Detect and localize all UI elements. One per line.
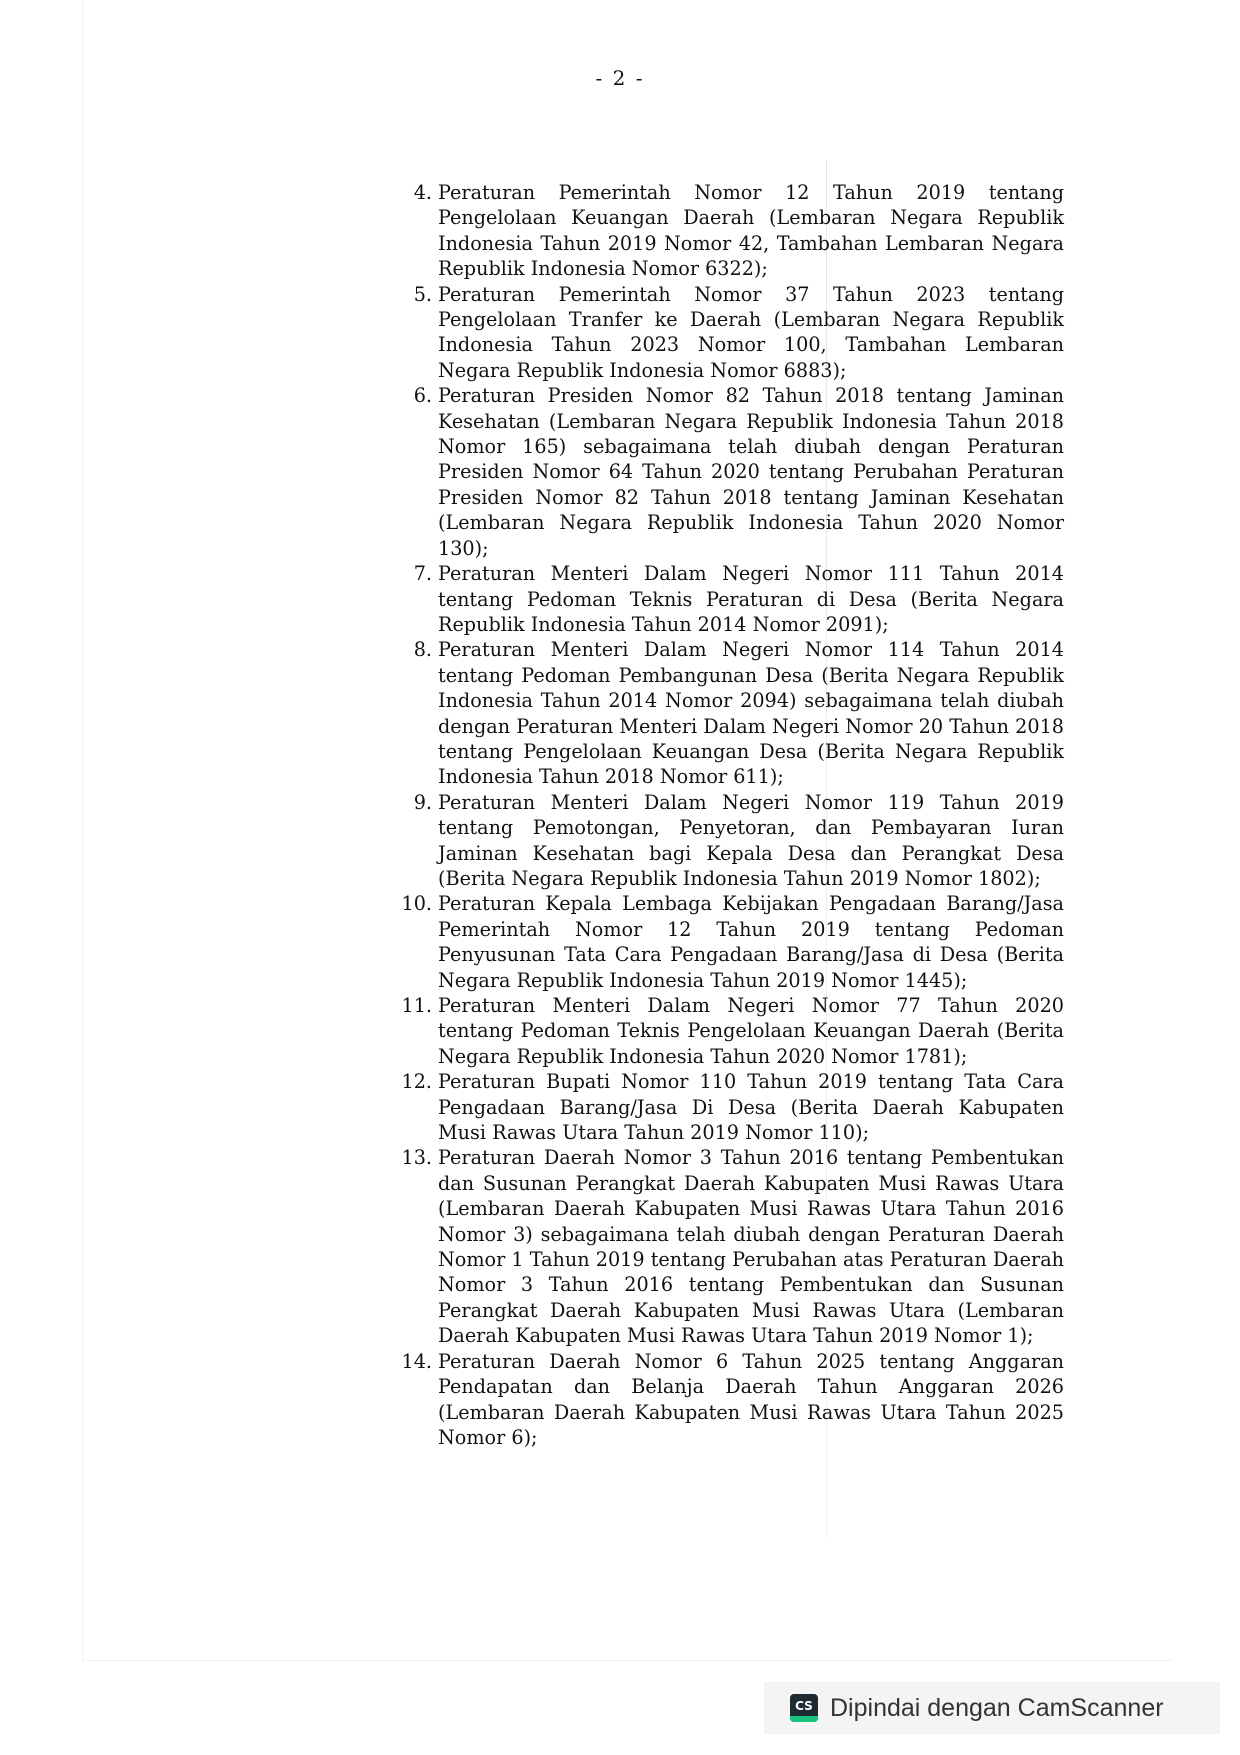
regulation-item: [398, 1069, 1064, 1145]
regulation-text: Peraturan Menteri Dalam Negeri Nomor 111 Tahun 2014 tentang Pedoman Teknis Peraturan di Desa (Berita Negara Republik Indonesia Tahun 2014 Nomor 2091);: [438, 562, 1064, 636]
camscanner-label: Dipindai dengan CamScanner: [830, 1693, 1164, 1722]
regulation-number: 12.: [401, 1070, 432, 1094]
regulation-text: Peraturan Menteri Dalam Negeri Nomor 119 Tahun 2019 tentang Pemotongan, Penyetoran, dan Pembayaran Iuran Jaminan Kesehatan bagi Kepala Desa dan Perangkat Desa (Berita Negara Republik Indonesia Tahun 2019 Nomor 1802);: [438, 790, 1064, 890]
regulation-item: [398, 1145, 1064, 1348]
regulation-item: [398, 561, 1064, 637]
regulation-text: Peraturan Kepala Lembaga Kebijakan Pengadaan Barang/Jasa Pemerintah Nomor 12 Tahun 2019 tentang Pedoman Penyusunan Tata Cara Pengadaan Barang/Jasa di Desa (Berita Negara Republik Indonesia Tahun 2019 Nomor 1445);: [438, 892, 1064, 992]
regulation-number: 11.: [401, 994, 432, 1017]
regulation-number: 14.: [401, 1349, 432, 1373]
regulation-text: Peraturan Pemerintah Nomor 12 Tahun 2019 tentang Pengelolaan Keuangan Daerah (Lembaran Negara Republik Indonesia Tahun 2019 Nomor 42, Tambahan Lembaran Negara Republik Indonesia Nomor 6322);: [438, 181, 1064, 281]
regulation-item: [398, 790, 1064, 892]
regulation-item: [398, 282, 1064, 384]
regulation-text: Peraturan Daerah Nomor 6 Tahun 2025 tentang Anggaran Pendapatan dan Belanja Daerah Tahun Anggaran 2026 (Lembaran Daerah Kabupaten Musi Rawas Utara Tahun 2025 Nomor 6);: [438, 1349, 1064, 1449]
regulation-text: Peraturan Menteri Dalam Negeri Nomor 114 Tahun 2014 tentang Pedoman Pembangunan Desa (Berita Negara Republik Indonesia Tahun 2014 Nomor 2094) sebagaimana telah diubah dengan Peraturan Menteri Dalam Negeri Nomor 20 Tahun 2018 tentang Pengelolaan Keuangan Desa (Berita Negara Republik Indonesia Tahun 2018 Nomor 611);: [438, 638, 1064, 789]
camscanner-watermark: [764, 1682, 1220, 1734]
regulation-number: 7.: [413, 562, 432, 586]
regulation-text: Peraturan Daerah Nomor 3 Tahun 2016 tentang Pembentukan dan Susunan Perangkat Daerah Kabupaten Musi Rawas Utara (Lembaran Daerah Kabupaten Musi Rawas Utara Tahun 2016 Nomor 3) sebagaimana telah diubah dengan Peraturan Daerah Nomor 1 Tahun 2019 tentang Perubahan atas Peraturan Daerah Nomor 3 Tahun 2016 tentang Pembentukan dan Susunan Perangkat Daerah Kabupaten Musi Rawas Utara (Lembaran Daerah Kabupaten Musi Rawas Utara Tahun 2019 Nomor 1);: [438, 1146, 1064, 1348]
regulation-number: 9.: [413, 790, 432, 814]
regulation-text: Peraturan Pemerintah Nomor 37 Tahun 2023 tentang Pengelolaan Tranfer ke Daerah (Lembaran Negara Republik Indonesia Tahun 2023 Nomor 100, Tambahan Lembaran Negara Republik Indonesia Nomor 6883);: [438, 282, 1064, 382]
regulation-item: [398, 637, 1064, 789]
regulation-item: [398, 180, 1064, 282]
regulation-number: 8.: [413, 638, 432, 662]
regulation-item: [398, 993, 1064, 1069]
regulation-text: Peraturan Bupati Nomor 110 Tahun 2019 tentang Tata Cara Pengadaan Barang/Jasa Di Desa (Berita Daerah Kabupaten Musi Rawas Utara Tahun 2019 Nomor 110);: [438, 1070, 1064, 1145]
regulation-number: 5.: [413, 282, 432, 306]
regulation-text: Peraturan Presiden Nomor 82 Tahun 2018 tentang Jaminan Kesehatan (Lembaran Negara Republik Indonesia Tahun 2018 Nomor 165) sebagaimana telah diubah dengan Peraturan Presiden Nomor 64 Tahun 2020 tentang Perubahan Peraturan Presiden Nomor 82 Tahun 2018 tentang Jaminan Kesehatan (Lembaran Negara Republik Indonesia Tahun 2020 Nomor 130);: [438, 384, 1064, 560]
regulation-number: 4.: [413, 181, 432, 204]
regulation-text: Peraturan Menteri Dalam Negeri Nomor 77 Tahun 2020 tentang Pedoman Teknis Pengelolaan Keuangan Daerah (Berita Negara Republik Indonesia Tahun 2020 Nomor 1781);: [438, 994, 1064, 1068]
regulation-item: [398, 891, 1064, 993]
regulation-item: [398, 1349, 1064, 1451]
regulation-list: [398, 180, 1064, 1450]
camscanner-logo-icon: CS: [790, 1694, 818, 1722]
regulation-item: [398, 383, 1064, 561]
regulation-number: 10.: [401, 892, 432, 916]
regulation-number: 6.: [413, 384, 432, 408]
page-number: - 2 -: [595, 66, 645, 90]
regulation-number: 13.: [401, 1146, 432, 1170]
